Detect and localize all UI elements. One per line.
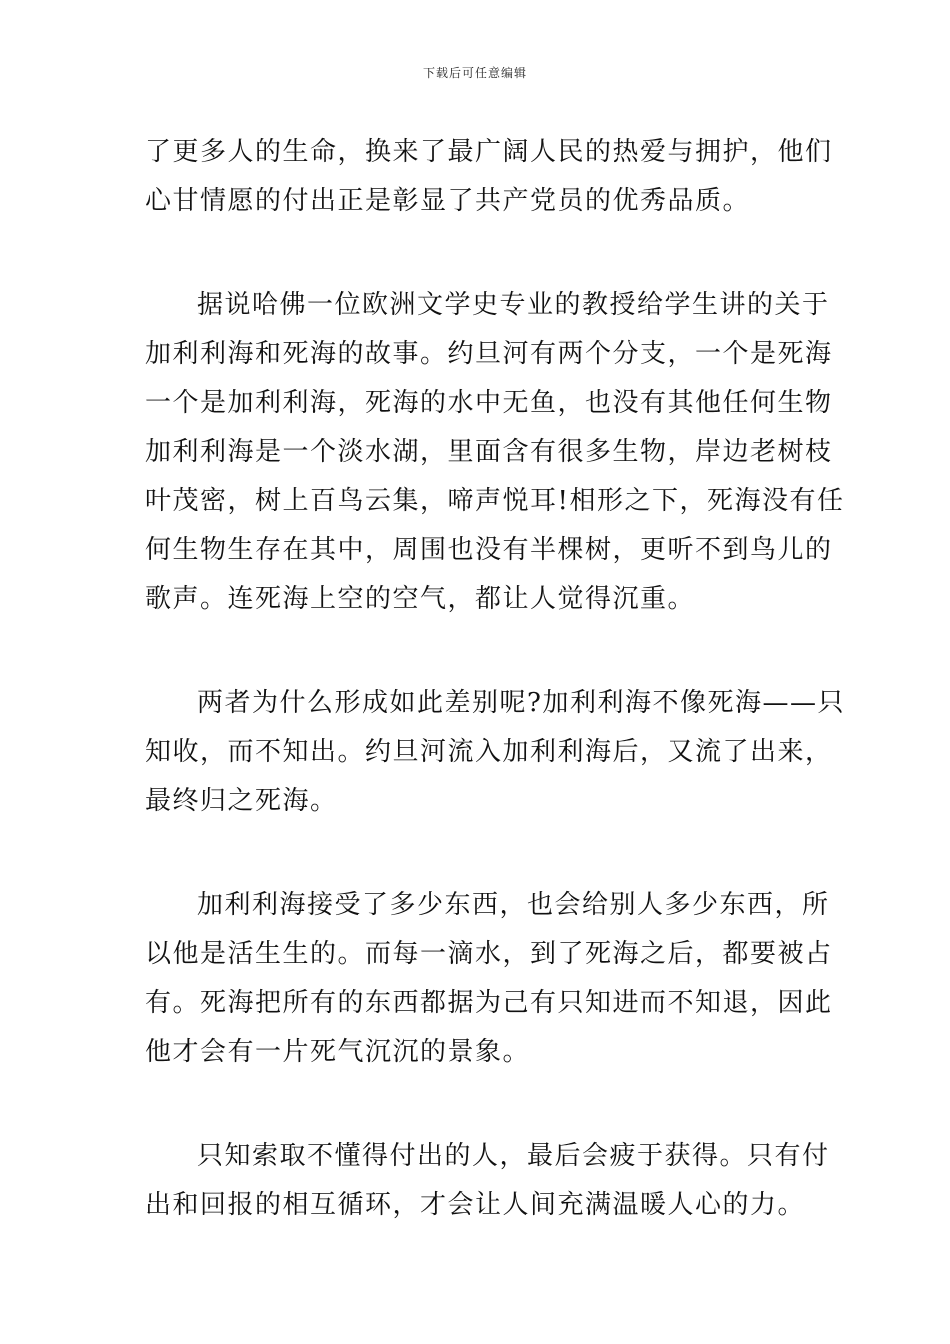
text-line: 最终归之死海。 <box>145 786 338 816</box>
text-line: 何生物生存在其中，周围也没有半棵树，更听不到鸟儿的 <box>145 535 833 565</box>
text-line: 一个是加利利海，死海的水中无鱼，也没有其他任何生物 <box>145 388 833 418</box>
paragraph-1 <box>145 128 833 226</box>
text-line: 有。死海把所有的东西都据为己有只知进而不知退，因此 <box>145 988 833 1018</box>
document-body <box>145 128 845 1230</box>
text-line: 了更多人的生命，换来了最广阔人民的热爱与拥护，他们 <box>145 137 833 167</box>
text-line: 加利利海是一个淡水湖，里面含有很多生物，岸边老树枝 <box>145 437 833 467</box>
page-header: 下载后可任意编辑 <box>422 66 527 80</box>
text-line: 两者为什么形成如此差别呢?加利利海不像死海——只 <box>197 688 845 718</box>
text-line: 知收，而不知出。约旦河流入加利利海后，又流了出来， <box>145 737 833 767</box>
text-line: 加利利海和死海的故事。约旦河有两个分支，一个是死海 <box>145 339 833 369</box>
text-line: 心甘情愿的付出正是彰显了共产党员的优秀品质。 <box>145 186 751 216</box>
paragraph-2 <box>145 281 845 624</box>
text-line: 歌声。连死海上空的空气，都让人觉得沉重。 <box>145 584 696 614</box>
text-line: 加利利海接受了多少东西，也会给别人多少东西，所 <box>197 890 830 920</box>
paragraph-gap <box>145 624 810 679</box>
paragraph-3 <box>145 679 845 826</box>
paragraph-gap <box>145 1077 810 1132</box>
paragraph-4 <box>145 881 833 1077</box>
paragraph-gap <box>145 826 810 881</box>
text-line: 出和回报的相互循环，才会让人间充满温暖人心的力。 <box>145 1190 806 1220</box>
text-line: 他才会有一片死气沉沉的景象。 <box>145 1037 531 1067</box>
text-line: 以他是活生生的。而每一滴水，到了死海之后，都要被占 <box>145 939 833 969</box>
paragraph-5 <box>145 1132 830 1230</box>
paragraph-gap <box>145 226 810 281</box>
text-line: 只知索取不懂得付出的人，最后会疲于获得。只有付 <box>197 1141 830 1171</box>
text-line: 据说哈佛一位欧洲文学史专业的教授给学生讲的关于 <box>197 290 830 320</box>
text-line: 叶茂密，树上百鸟云集，啼声悦耳!相形之下，死海没有任 <box>145 486 845 516</box>
